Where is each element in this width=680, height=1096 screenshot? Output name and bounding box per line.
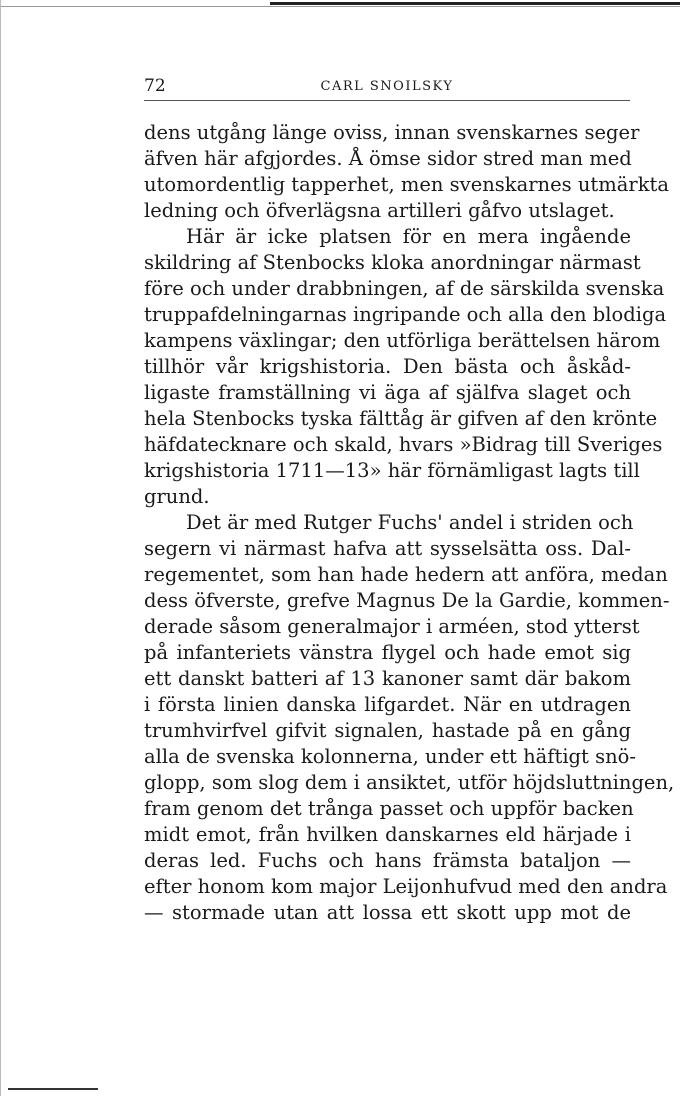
text-line: alla de svenska kolonnerna, under ett häftigt snö- — [144, 745, 636, 768]
text-line: grund. — [144, 485, 210, 508]
text-line: i första linien danska lifgardet. När en utdragen — [144, 693, 631, 716]
text-line: skildring af Stenbocks kloka anordningar närmast — [144, 251, 641, 274]
text-line: äfven här afgjordes. Å ömse sidor stred man med — [144, 147, 632, 170]
text-line: regementet, som han hade hedern att anföra, medan — [144, 563, 668, 586]
text-line: Det är med Rutger Fuchs' andel i striden och — [186, 511, 634, 534]
text-line: ligaste framställning vi äga af själfva slaget och — [144, 381, 631, 404]
text-line: på infanteriets vänstra flygel och hade emot sig — [144, 641, 631, 664]
text-line: dens utgång länge oviss, innan svenskarnes seger — [144, 121, 640, 144]
page-header — [144, 76, 630, 101]
bottom-edge-rule — [8, 1088, 98, 1090]
text-line: — stormade utan att lossa ett skott upp mot de — [144, 901, 631, 924]
text-line: Här är icke platsen för en mera ingående — [186, 225, 631, 248]
left-page-edge — [0, 0, 1, 1096]
text-line: efter honom kom major Leijonhufvud med den andra — [144, 875, 668, 898]
text-line: deras led. Fuchs och hans främsta bataljon — — [144, 849, 631, 872]
top-edge-thin-rule — [0, 6, 680, 7]
text-line: ett danskt batteri af 13 kanoner samt där bakom — [144, 667, 631, 690]
text-line: utomordentlig tapperhet, men svenskarnes utmärkta — [144, 173, 669, 196]
top-edge-rule — [270, 2, 680, 5]
text-line: glopp, som slog dem i ansiktet, utför höjdsluttningen, — [144, 771, 675, 794]
paragraph — [144, 510, 675, 926]
text-line: häfdatecknare och skald, hvars »Bidrag till Sveriges — [144, 433, 663, 456]
text-line: tillhör vår krigshistoria. Den bästa och åskåd- — [144, 355, 631, 378]
text-line: truppafdelningarnas ingripande och alla den blodiga — [144, 303, 667, 326]
text-line: trumhvirfvel gifvit signalen, hastade på en gång — [144, 719, 631, 742]
paragraph — [144, 224, 667, 510]
running-head: CARL SNOILSKY — [320, 79, 454, 94]
page-number: 72 — [144, 76, 166, 96]
text-line: derade såsom generalmajor i arméen, stod ytterst — [144, 615, 640, 638]
text-line: ledning och öfverlägsna artilleri gåfvo utslaget. — [144, 199, 615, 222]
text-line: segern vi närmast hafva att sysselsätta oss. Dal- — [144, 537, 631, 560]
body-text — [144, 120, 675, 926]
text-line: fram genom det trånga passet och uppför backen — [144, 797, 634, 820]
text-line: före och under drabbningen, af de särskilda svenska — [144, 277, 665, 300]
text-line: kampens växlingar; den utförliga berättelsen härom — [144, 329, 661, 352]
paragraph — [144, 120, 669, 224]
text-line: hela Stenbocks tyska fälttåg är gifven af den krönte — [144, 407, 658, 430]
text-line: midt emot, från hvilken danskarnes eld härjade i — [144, 823, 631, 846]
text-line: dess öfverste, grefve Magnus De la Gardie, kommen- — [144, 589, 670, 612]
text-line: krigshistoria 1711—13» här förnämligast lagts till — [144, 459, 640, 482]
